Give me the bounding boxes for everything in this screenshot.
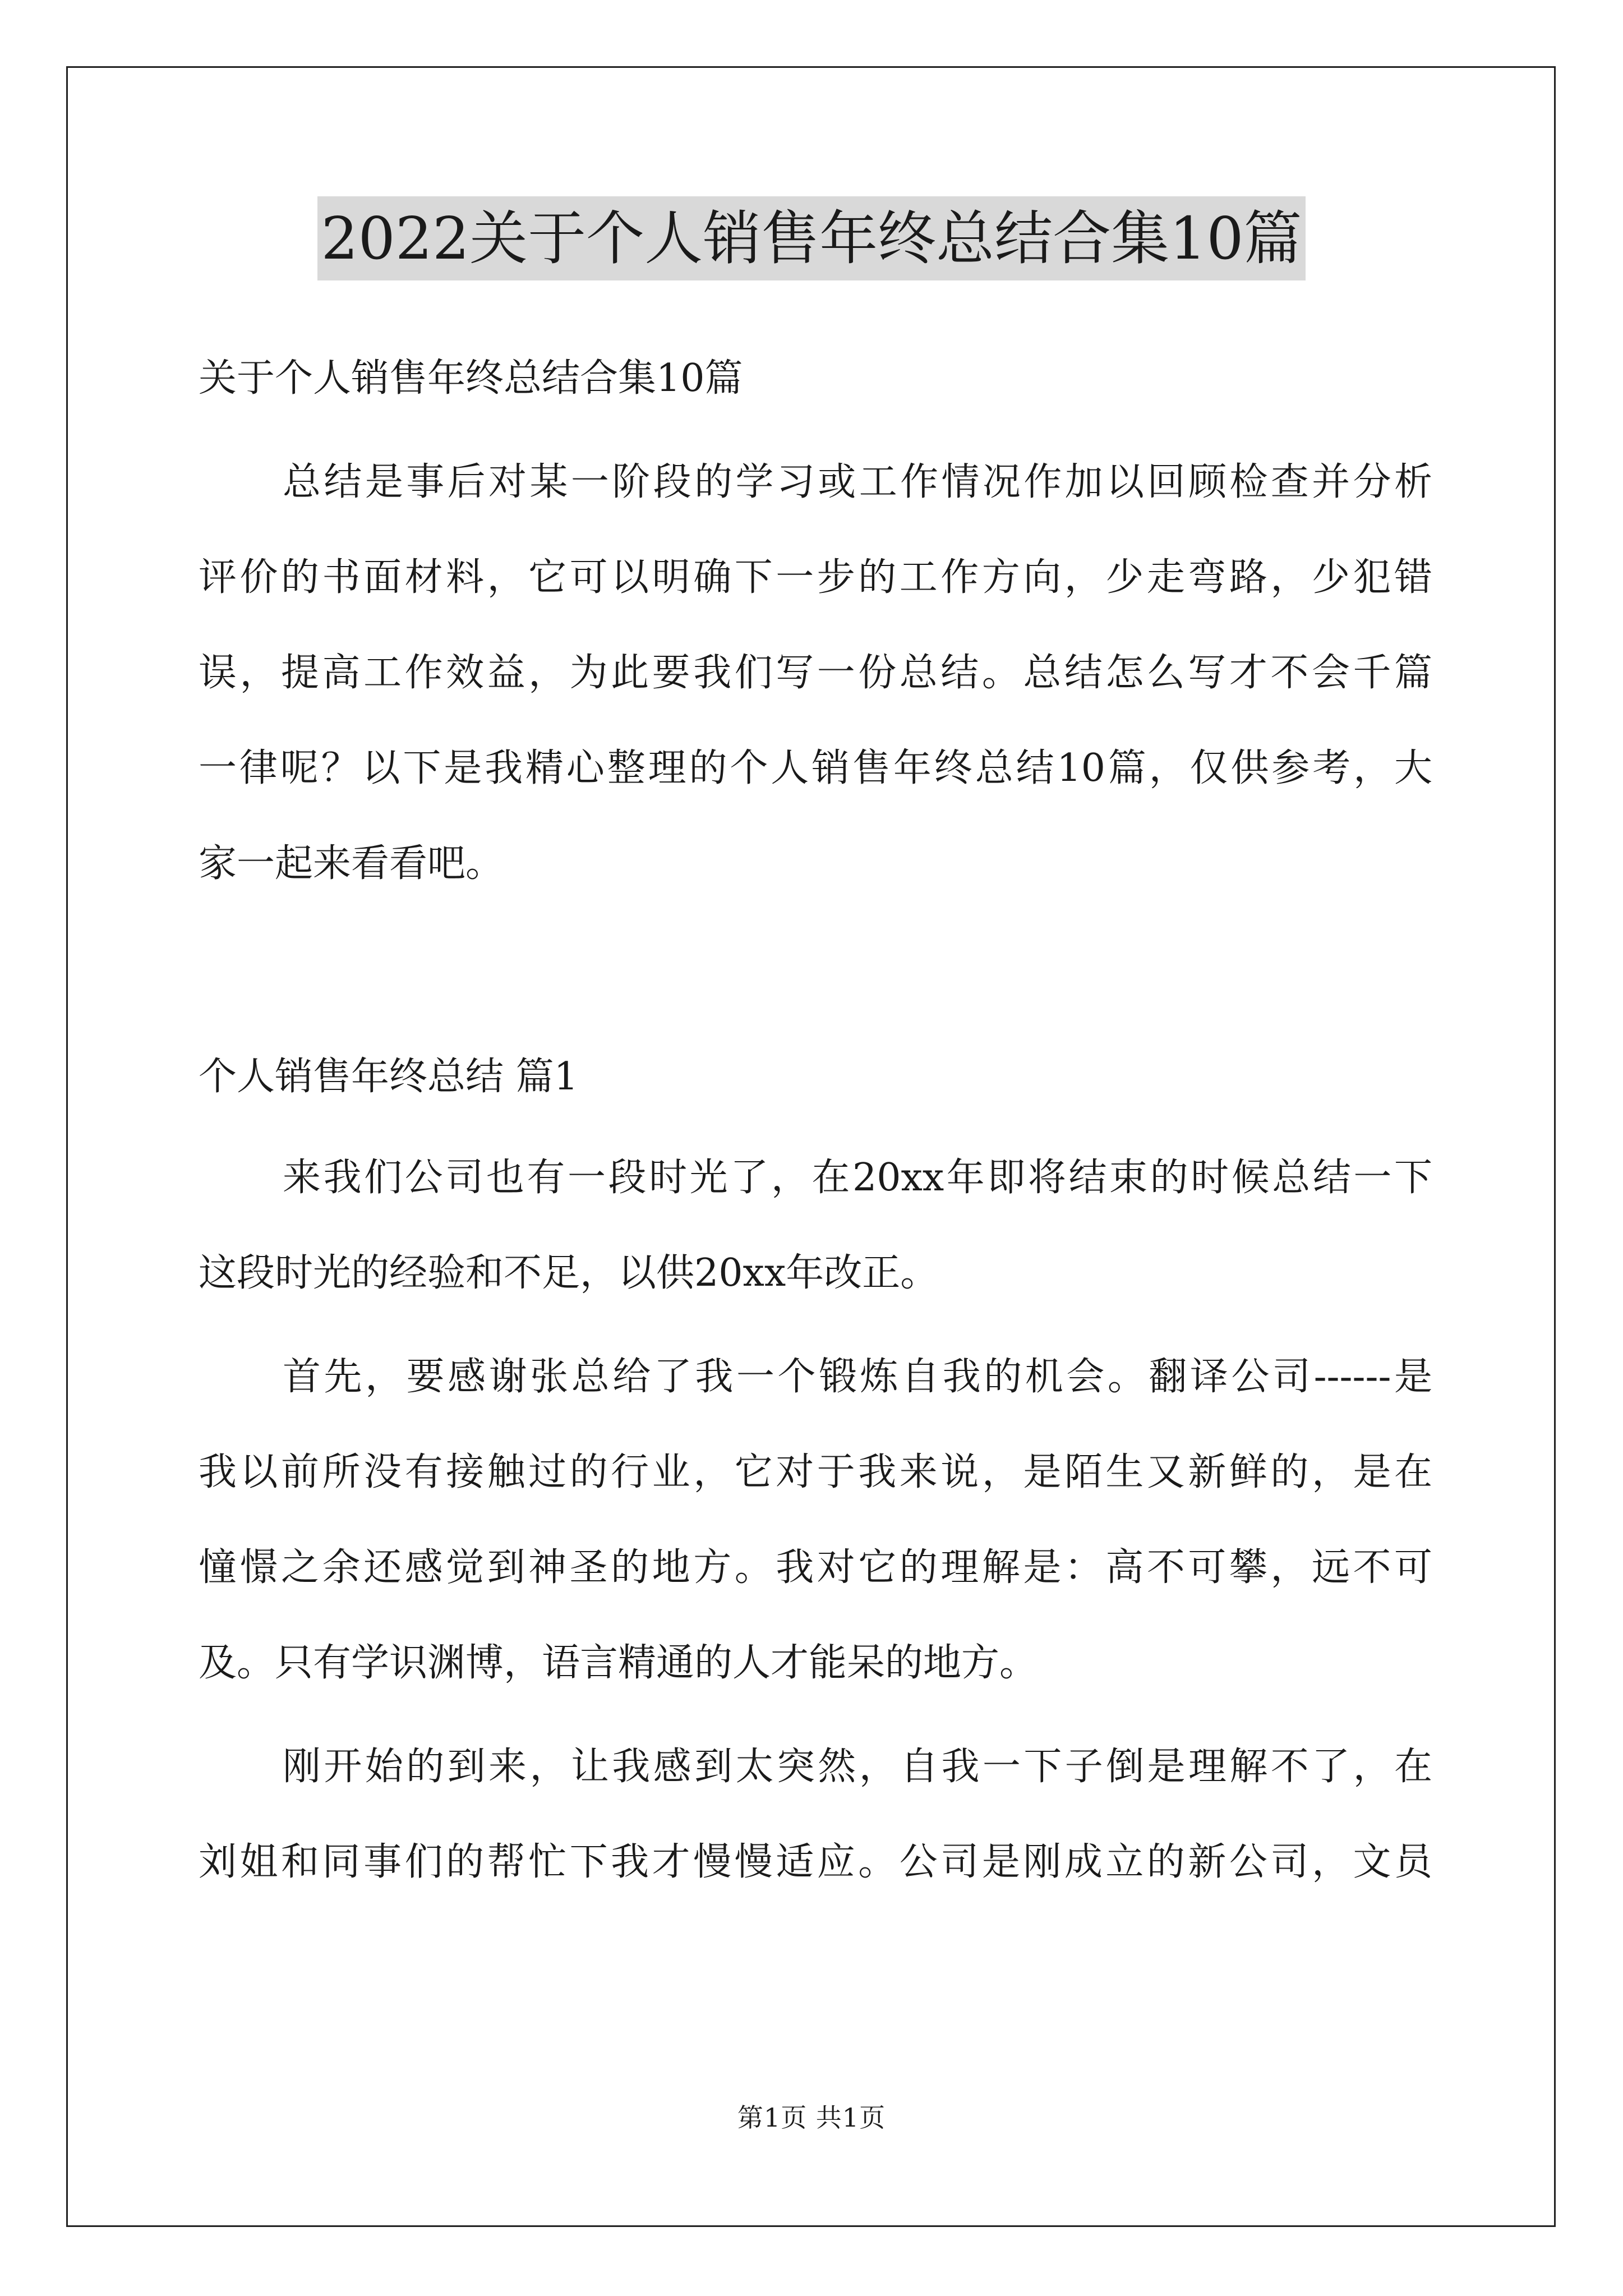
paragraph-line: 我以前所没有接触过的行业，它对于我来说，是陌生又新鲜的，是在 bbox=[199, 1450, 1432, 1494]
paragraph-line: 首先，要感谢张总给了我一个锻炼自我的机会。翻译公司------是 bbox=[283, 1355, 1432, 1399]
document-title: 2022关于个人销售年终总结合集10篇 bbox=[317, 196, 1305, 280]
intro-line: 评价的书面材料，它可以明确下一步的工作方向，少走弯路，少犯错 bbox=[199, 555, 1432, 600]
page-footer: 第1页 共1页 bbox=[737, 2102, 886, 2133]
intro-line: 一律呢？以下是我精心整理的个人销售年终总结10篇，仅供参考，大 bbox=[199, 746, 1432, 790]
paragraph-line: 憧憬之余还感觉到神圣的地方。我对它的理解是：高不可攀，远不可 bbox=[199, 1545, 1432, 1590]
paragraph-line: 刘姐和同事们的帮忙下我才慢慢适应。公司是刚成立的新公司，文员 bbox=[199, 1840, 1432, 1884]
title-container bbox=[0, 196, 1623, 280]
intro-line: 家一起来看看吧。 bbox=[199, 841, 504, 886]
paragraph-line: 及。只有学识渊博，语言精通的人才能呆的地方。 bbox=[199, 1641, 1038, 1685]
intro-line: 总结是事后对某一阶段的学习或工作情况作加以回顾检查并分析 bbox=[283, 460, 1432, 504]
intro-line: 误，提高工作效益，为此要我们写一份总结。总结怎么写才不会千篇 bbox=[199, 651, 1432, 695]
paragraph-line: 来我们公司也有一段时光了，在20xx年即将结束的时候总结一下 bbox=[283, 1156, 1432, 1200]
paragraph-line: 这段时光的经验和不足，以供20xx年改正。 bbox=[199, 1251, 939, 1295]
paragraph-line: 刚开始的到来，让我感到太突然，自我一下子倒是理解不了，在 bbox=[283, 1745, 1432, 1789]
section-heading: 个人销售年终总结 篇1 bbox=[199, 1055, 578, 1099]
subtitle: 关于个人销售年终总结合集10篇 bbox=[199, 356, 743, 401]
